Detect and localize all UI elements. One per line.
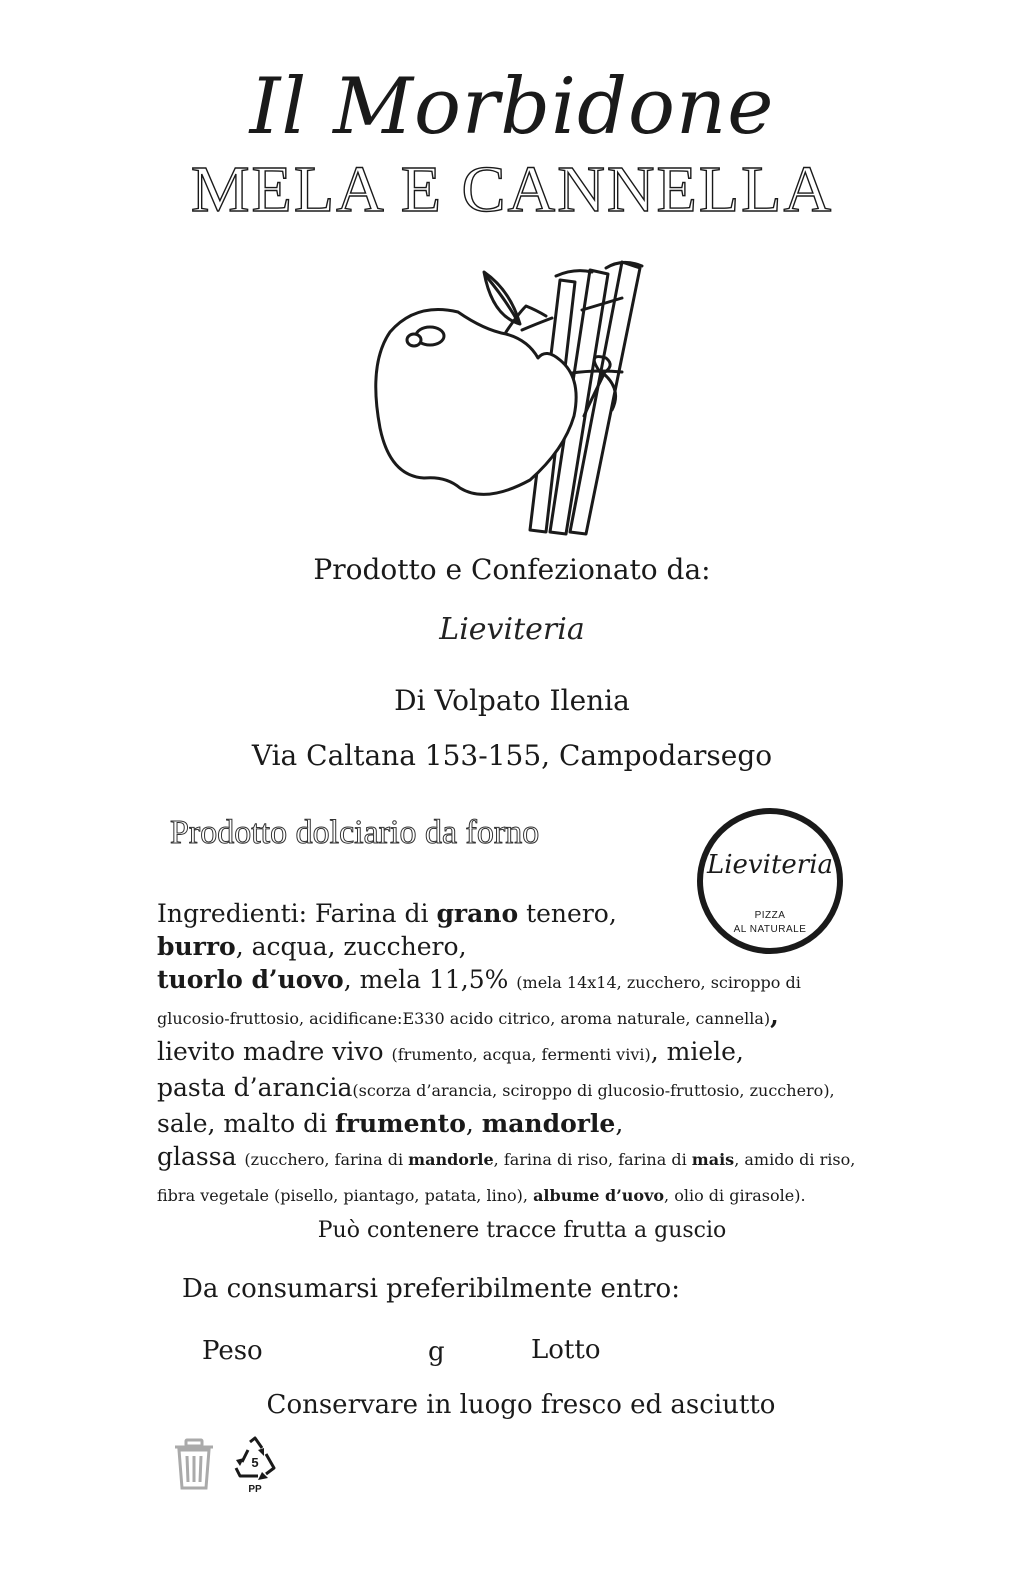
recycle-code: 5 [251, 1455, 259, 1470]
lieviteria-logo-text: Lieviteria [439, 612, 585, 647]
apple-cinnamon-illustration [360, 240, 670, 540]
recycle-pp-icon [230, 1436, 280, 1494]
producer-owner: Di Volpato Ilenia [394, 684, 630, 717]
weight-label: Peso [202, 1336, 263, 1366]
flavor-title: MELA E CANNELLA [190, 153, 834, 226]
round-logo-tagline-2: AL NATURALE [733, 924, 807, 935]
storage-note: Conservare in luogo fresco ed asciutto [266, 1390, 776, 1420]
round-logo-tagline-1: PIZZA [754, 910, 786, 921]
round-logo-brand: Lieviteria [706, 850, 834, 880]
expiry-label: Da consumarsi preferibilmente entro: [182, 1274, 680, 1304]
produced-by-label: Prodotto e Confezionato da: [313, 553, 711, 586]
allergen-note: Può contenere tracce frutta a guscio [317, 1218, 727, 1243]
product-category: Prodotto dolciario da forno [170, 814, 540, 851]
weight-unit: g [428, 1337, 445, 1367]
recycle-material: PP [248, 1484, 262, 1494]
product-line-title: Il Morbidone [249, 62, 775, 152]
producer-address: Via Caltana 153-155, Campodarsego [251, 739, 773, 772]
ingredients-list: Ingredienti: Farina di grano tenero, burro, acqua, zucchero, tuorlo d’uovo, mela 11,5% (mela 14x14, zucchero, sciroppo di glucosio-fruttosio, acidificane:E330 acido citrico, aroma naturale, cannella), lievito madre vivo (frumento, acqua, fermenti vivi), miele, pasta d’arancia(scorza d’arancia, sciroppo di glucosio-fruttosio, zucchero), sale, malto di frumento, mandorle, glassa (zucchero, farina di mandorle, farina di riso, farina di mais, amido di riso, fibra vegetale (pisello, piantago, patata, lino), albume d’uovo, olio di girasole). [157, 899, 856, 1205]
trash-bin-icon [172, 1438, 216, 1490]
lot-label: Lotto [531, 1335, 601, 1365]
lieviteria-script-logo [0, 612, 1024, 647]
